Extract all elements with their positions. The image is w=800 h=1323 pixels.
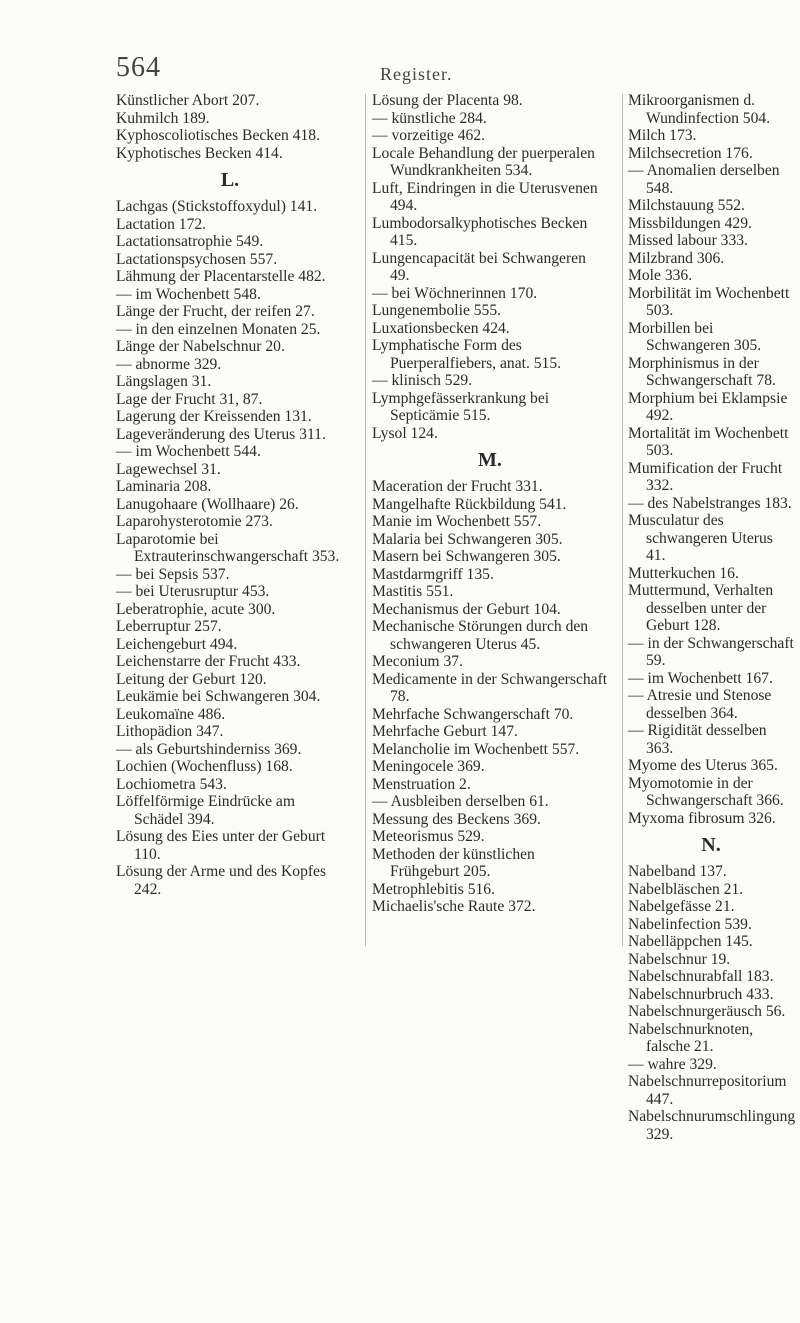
index-entry: Künstlicher Abort 207. — [116, 92, 260, 109]
index-entry: Melancholie im Wochenbett 557. — [372, 740, 580, 758]
index-entry: — in den einzelnen Monaten 25. — [116, 320, 321, 338]
index-entry: — in der Schwangerschaft 59. — [628, 634, 794, 669]
index-entry: Lithopädion 347. — [116, 723, 224, 740]
index-entry: Lanugohaare (Wollhaare) 26. — [116, 495, 299, 513]
index-entry: Lymphgefässerkrankung bei Septicämie 515. — [372, 389, 550, 424]
index-entry: — wahre 329. — [628, 1055, 717, 1073]
index-entry: Kyphotisches Becken 414. — [116, 144, 283, 162]
index-entry: Leberatrophie, acute 300. — [116, 600, 276, 618]
index-entry: Laparotomie bei Extrauterinschwangerschaft 353. — [116, 530, 340, 565]
index-entry: Kyphoscoliotisches Becken 418. — [116, 127, 320, 144]
index-entry: Leukomaïne 486. — [116, 705, 226, 723]
index-entry: Mutterkuchen 16. — [628, 564, 739, 582]
index-entry: Malaria bei Schwangeren 305. — [372, 530, 563, 548]
index-entry: Milchsecretion 176. — [628, 144, 753, 162]
index-entry: Nabelschnurknoten, falsche 21. — [628, 1020, 754, 1055]
index-entry: — künstliche 284. — [372, 109, 487, 127]
index-entry: Nabelschnur 19. — [628, 950, 731, 968]
index-column-1 — [116, 92, 344, 898]
index-entry: Myxoma fibrosum 326. — [628, 809, 776, 827]
index-entry: — als Geburtshinderniss 369. — [116, 740, 302, 758]
index-entry: Längslagen 31. — [116, 373, 212, 390]
index-entry: Menstruation 2. — [372, 775, 471, 793]
index-entry: Nabelschnurabfall 183. — [628, 968, 774, 985]
index-entry: — im Wochenbett 544. — [116, 443, 261, 460]
index-column-3 — [628, 92, 794, 1143]
index-entry: Länge der Frucht, der reifen 27. — [116, 303, 315, 320]
index-entry: Musculatur des schwangeren Uterus 41. — [628, 512, 773, 564]
index-entry: Lactation 172. — [116, 215, 207, 233]
index-entry: Morbillen bei Schwangeren 305. — [628, 319, 762, 354]
index-entry: Mole 336. — [628, 267, 693, 284]
index-entry: Lageveränderung des Uterus 311. — [116, 425, 326, 443]
column-divider — [365, 94, 366, 946]
index-entry: — im Wochenbett 167. — [628, 669, 773, 687]
index-entry: Luxationsbecken 424. — [372, 319, 510, 337]
index-entry: Lähmung der Placentarstelle 482. — [116, 268, 326, 285]
index-entry: Nabelschnurumschlingung 329. — [628, 1108, 796, 1143]
index-entry: Länge der Nabelschnur 20. — [116, 338, 285, 355]
index-entry: Kuhmilch 189. — [116, 109, 210, 127]
index-entry: Leichenstarre der Frucht 433. — [116, 653, 301, 670]
index-entry: Nabelband 137. — [628, 863, 727, 880]
index-entry: — bei Uterusruptur 453. — [116, 583, 270, 600]
letter-heading: M. — [478, 449, 502, 471]
index-entry: Lage der Frucht 31, 87. — [116, 390, 263, 408]
index-entry: Milchstauung 552. — [628, 197, 745, 214]
index-column-2 — [372, 92, 608, 916]
index-entry: Mechanische Störungen durch den schwangeren Uterus 45. — [372, 618, 589, 653]
index-entry: Lungencapacität bei Schwangeren 49. — [372, 249, 586, 284]
index-entry: Meteorismus 529. — [372, 828, 485, 845]
index-entry: Missed labour 333. — [628, 232, 748, 249]
index-entry: Nabelschnurgeräusch 56. — [628, 1003, 786, 1020]
index-entry: — Ausbleiben derselben 61. — [372, 793, 549, 810]
index-entry: Nabelinfection 539. — [628, 915, 752, 933]
index-entry: Mastitis 551. — [372, 583, 454, 600]
index-entry: Mortalität im Wochenbett 503. — [628, 424, 789, 459]
index-entry: Mehrfache Schwangerschaft 70. — [372, 705, 574, 723]
index-entry: Milch 173. — [628, 127, 697, 144]
index-entry: Leitung der Geburt 120. — [116, 670, 267, 688]
index-entry: Nabelgefässe 21. — [628, 898, 735, 915]
index-entry: — klinisch 529. — [372, 372, 473, 389]
index-entry: Manie im Wochenbett 557. — [372, 513, 542, 530]
index-entry: Laminaria 208. — [116, 478, 212, 495]
index-entry: Löffelförmige Eindrücke am Schädel 394. — [116, 793, 295, 828]
index-entry: Mangelhafte Rückbildung 541. — [372, 495, 567, 513]
letter-heading: L. — [220, 169, 240, 191]
index-entry: Mehrfache Geburt 147. — [372, 723, 518, 740]
index-entry: Maceration der Frucht 331. — [372, 478, 543, 495]
index-entry: Metrophlebitis 516. — [372, 880, 496, 898]
index-entry: — abnorme 329. — [116, 355, 222, 373]
index-entry: Mumification der Frucht 332. — [628, 459, 783, 494]
index-entry: — bei Sepsis 537. — [116, 565, 230, 583]
index-entry: Meconium 37. — [372, 653, 463, 670]
index-entry: Nabelschnurrepositorium 447. — [628, 1073, 787, 1108]
index-entry: Masern bei Schwangeren 305. — [372, 548, 561, 565]
index-entry: Leberruptur 257. — [116, 618, 222, 635]
index-entry: Nabelschnurbruch 433. — [628, 985, 774, 1003]
index-entry: Mikroorganismen d. Wundinfection 504. — [628, 92, 771, 127]
index-entry: Lymphatische Form des Puerperalfiebers, anat. 515. — [372, 337, 562, 372]
index-entry: Lungenembolie 555. — [372, 302, 502, 319]
index-entry: Lumbodorsalkyphotisches Becken 415. — [372, 214, 588, 249]
index-entry: Morphium bei Eklampsie 492. — [628, 389, 788, 424]
index-entry: Myomotomie in der Schwangerschaft 366. — [628, 774, 784, 809]
index-entry: Lysol 124. — [372, 424, 438, 442]
index-entry: Michaelis'sche Raute 372. — [372, 898, 536, 915]
index-entry: Medicamente in der Schwangerschaft 78. — [372, 670, 608, 705]
index-entry: Leukämie bei Schwangeren 304. — [116, 688, 321, 705]
index-entry: Nabelläppchen 145. — [628, 933, 753, 950]
index-entry: Meningocele 369. — [372, 758, 485, 775]
running-head: Register. — [380, 64, 453, 84]
index-entry: Lösung des Eies unter der Geburt 110. — [116, 828, 326, 863]
index-entry: Messung des Beckens 369. — [372, 810, 541, 828]
index-entry: Mastdarmgriff 135. — [372, 565, 494, 583]
page-number: 564 — [116, 52, 161, 83]
index-entry: — Anomalien derselben 548. — [628, 162, 780, 197]
index-entry: Lactationsatrophie 549. — [116, 233, 264, 250]
index-entry: Morbilität im Wochenbett 503. — [628, 284, 790, 319]
index-entry: — Rigidität desselben 363. — [628, 722, 767, 757]
index-entry: — bei Wöchnerinnen 170. — [372, 284, 538, 302]
index-entry: Lachgas (Stickstoffoxydul) 141. — [116, 198, 318, 215]
index-entry: Lochien (Wochenfluss) 168. — [116, 758, 293, 775]
column-divider — [622, 94, 623, 946]
index-entry: Morphinismus in der Schwangerschaft 78. — [628, 354, 776, 389]
letter-heading: N. — [701, 834, 721, 856]
index-entry: Laparohysterotomie 273. — [116, 513, 273, 530]
index-entry: Lagerung der Kreissenden 131. — [116, 408, 312, 425]
index-entry: Missbildungen 429. — [628, 214, 752, 232]
index-entry: Nabelbläschen 21. — [628, 880, 744, 898]
index-entry: — im Wochenbett 548. — [116, 285, 261, 303]
index-entry: Lactationspsychosen 557. — [116, 250, 278, 268]
index-entry: Myome des Uterus 365. — [628, 757, 778, 774]
index-entry: — vorzeitige 462. — [372, 127, 486, 144]
index-entry: Luft, Eindringen in die Uterusvenen 494. — [372, 179, 598, 214]
index-entry: Locale Behandlung der puerperalen Wundkrankheiten 534. — [372, 144, 595, 179]
index-entry: Mechanismus der Geburt 104. — [372, 600, 561, 618]
index-entry: Lochiometra 543. — [116, 775, 227, 793]
index-entry: Lagewechsel 31. — [116, 460, 221, 478]
index-entry: Methoden der künstlichen Frühgeburt 205. — [372, 845, 535, 880]
index-entry: Leichengeburt 494. — [116, 635, 238, 653]
index-entry: Lösung der Arme und des Kopfes 242. — [116, 863, 327, 898]
index-entry: Muttermund, Verhalten desselben unter der Geburt 128. — [628, 582, 774, 634]
index-entry: Milzbrand 306. — [628, 249, 725, 267]
index-entry: — des Nabelstranges 183. — [628, 494, 792, 512]
index-entry: — Atresie und Stenose desselben 364. — [628, 687, 772, 722]
index-entry: Lösung der Placenta 98. — [372, 92, 523, 109]
